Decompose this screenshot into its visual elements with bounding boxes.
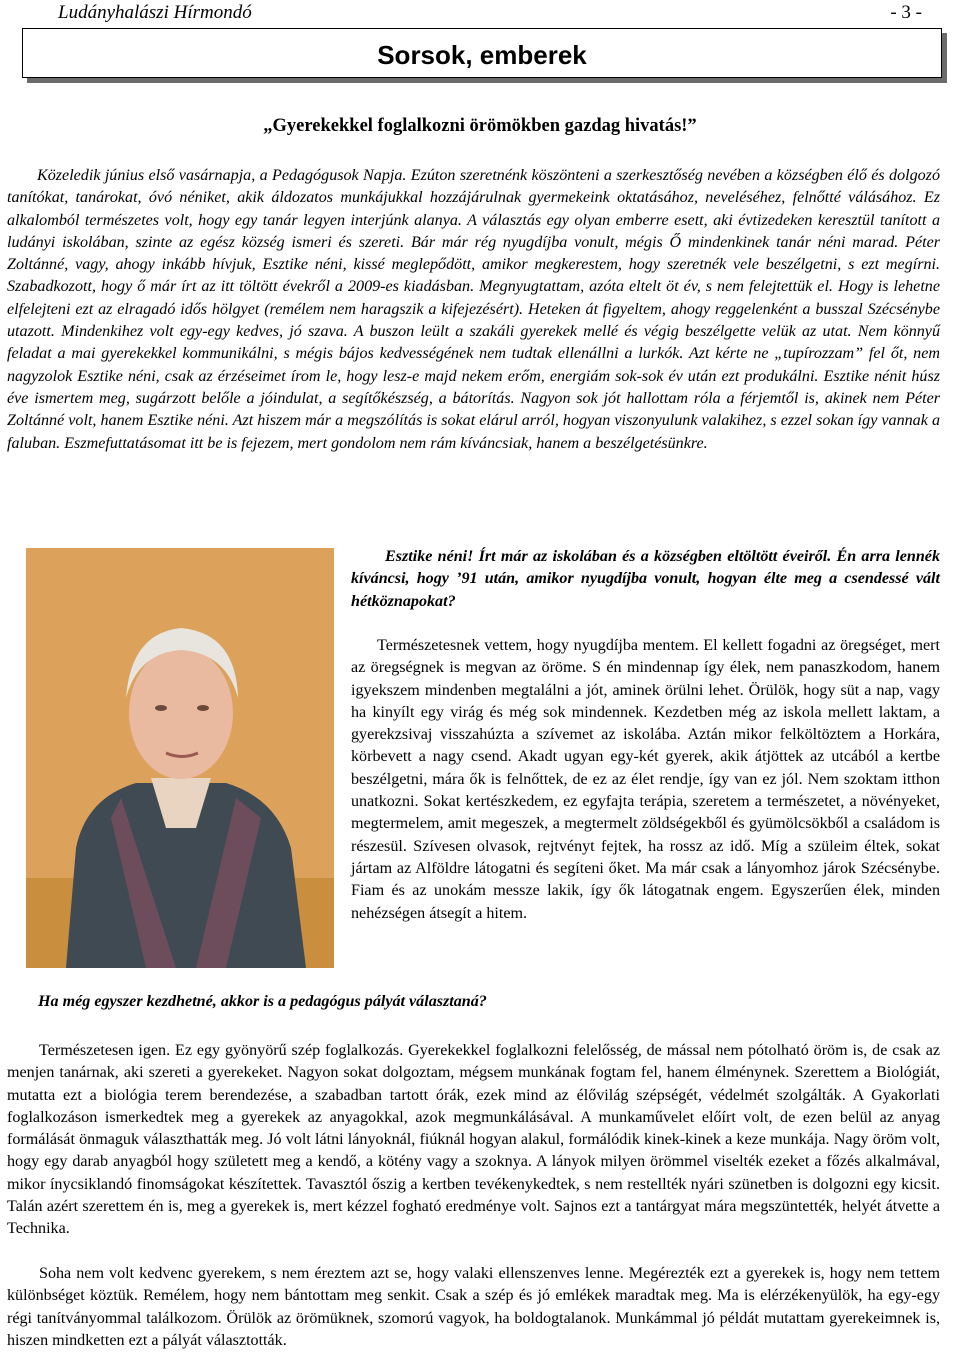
interview-answer-3: Soha nem volt kedvenc gyerekem, s nem éreztem azt se, hogy valaki ellenszenves lenne. Megérezték ezt a gyerekek is, hogy nem tettem különbséget köztük. Remélem, hogy nem bántottam meg senkit. Csak a szép és jó emlékek maradtak meg. Ma is elérzékenyülök, ha egy-egy régi tanítványommal találkozom. Örülök az örömüknek, szomorú vagyok, ha boldogtalanok. Munkámmal jó példát mutattam gyerekeimnek is, hiszen mindketten ezt a pályát választották. xyxy=(7,1265,940,1349)
section-banner xyxy=(22,28,942,78)
page-header xyxy=(16,2,944,24)
article-intro: Közeledik június első vasárnapja, a Pedagógusok Napja. Ezúton szeretnénk köszönteni a szerkesztőség nevében a községben élő és dolgozó tanítókat, tanárokat, óvó néniket, akik áldozatos munkájukkal hozzájárulnak gyermekeink oktatásához, neveléséhez, felnőtté válásához. Ez alkalomból természetes volt, hogy egy tanár legyen interjúnk alanya. A választás egy olyan emberre esett, aki évtizedeken keresztül tanított a ludányi iskolában, szinte az egész község ismeri és szereti. Bár már rég nyugdíjba vonult, mégis Ő mindenkinek tanár néni marad. Péter Zoltánné, vagy, ahogy inkább hívjuk, Esztike néni, kissé meglepődött, amikor megkerestem, hogy szeretnék vele beszélgetni, s ezt megírni. Szabadkozott, hogy ő már írt az itt töltött évekről a 2009-es kiadásban. Megnyugtattam, azóta eltelt öt év, s nem felejtettük el. Hogy is lehetne elfelejteni ezt az elragadó idős hölgyet (remélem nem haragszik a kifejezésért). Heteken át figyeltem, ahogy reggelenként a busszal Szécsénybe utazott. Mindenkihez volt egy-egy kedves, jó szava. A buszon leült a szakáli gyerekek mellé és végig beszélgette velük az utat. Nem könnyű feladat a mai gyerekekkel kommunikálni, s mégis bájos kedvességének nem tudtak ellenállni a lurkók. Azt kérte ne „tupírozzam” fel őt, nem nagyzolok Esztike néni, csak az érzéseimet írom le, hogy lesz-e majd nekem erőm, energiám sok-sok év után ezt produkálni. Esztike nénit húsz éve ismertem meg, sugárzott belőle a jóindulat, a segítőkészség, a bátorítás. Nagyon sok jót hallottam róla a férjemtől is, akinek nem Péter Zoltánné volt, hanem Esztike néni. Azt hiszem már a megszólítás is sokat elárul arról, hogyan viszonyulunk valakihez, s ezzel sokan így vannak a faluban. Eszmefuttatásomat itt be is fejezem, mert gondolom nem rám kíváncsiak, hanem a beszélgetésünkre. xyxy=(7,167,940,452)
publication-name: Ludányhalászi Hírmondó xyxy=(58,2,252,23)
section-title: Sorsok, emberek xyxy=(377,40,587,70)
portrait-photo xyxy=(26,548,334,968)
interview-question-2: Ha még egyszer kezdhetné, akkor is a pedagógus pályát választaná? xyxy=(38,993,487,1010)
article-title: „Gyerekekkel foglalkozni örömökben gazdag hivatás!” xyxy=(263,116,697,136)
interview-question-1: Esztike néni! Írt már az iskolában és a községben eltöltött éveiről. Én arra lennék kíváncsi, hogy ’91 után, amikor nyugdíjba vonult, hogyan élte meg a csendessé vált hétköznapokat? xyxy=(351,548,940,610)
page-number: - 3 - xyxy=(890,2,922,23)
portrait-illustration xyxy=(26,548,334,968)
interview-answer-1: Természetesnek vettem, hogy nyugdíjba mentem. El kellett fogadni az öregséget, mert az öregségnek is megvan az öröme. S én mindennap így élek, nem panaszkodom, hanem igyekszem mindenben megtalálni a jót, aminek örülni lehet. Örülök, hogy süt a nap, vagy ha kinyílt egy virág és még sok mindennek. Kezdetben még az iskola mellett laktam, a gyerekzsivaj visszahúzta a szívemet az iskolába. Aztán mikor felköltöztem a Horkára, körbevett a nagy csend. Akadt ugyan egy-két gyerek, akik átjöttek az utcából a kertbe beszélgetni, mára ők is felnőttek, de ez az élet rendje, így van ez jól. Nem szoktam itthon unatkozni. Sokat kertészkedem, ez egyfajta terápia, szeretem a természetet, a növényeket, megtermelem, amit megeszek, a megtermelt zöldségekből és gyümölcsökből a családom is részesül. Szívesen olvasok, rejtvényt fejtek, ha rossz az idő. Míg a szüleim éltek, sokat jártam az Alföldre látogatni és segíteni őket. Ma már csak a lányomhoz járok Szécsénybe. Fiam és az unokám messze lakik, így ők látogatnak engem. Egyszerűen élek, minden nehézségen átsegít a hitem. xyxy=(351,637,940,922)
interview-answer-2: Természetesen igen. Ez egy gyönyörű szép foglalkozás. Gyerekekkel foglalkozni felelősség, de mással nem pótolható öröm is, de csak az menjen tanárnak, aki szereti a gyerekeket. Nagyon sokat dolgoztam, mégsem munkának fogtam fel, hanem élménynek. Szerettem a Biológiát, mutatta ezt a biológia terem berendezése, a szabadban tartott órák, ezek mind az élővilág szépségét, védelmét szolgálták. A Gyakorlati foglalkozáson ismerkedtek meg a gyerekek az anyagokkal, azok megmunkálásával. A munkaművelet előírt volt, de ezen belül az anyag formálását önmaguk választhatták meg. Jó volt látni lányoknál, fiúknál hogyan alakul, formálódik kinek-kinek a keze munkája. Nagy öröm volt, hogy egy darab anyagból hogy született meg a kendő, a kötény vagy a szoknya. A lányok milyen örömmel viselték ezeket a főzés alkalmával, mikor ínycsiklandó finomságokat készítettek. Tavasztól őszig a kertben tevékenykedtek, s nem restellték nyári szünetben is dolgozni egy kicsit. Talán azért szerettem én is, meg a gyerekek is, mert kézzel fogható eredménye volt. Sajnos ezt a tantárgyat mára megszüntették, helyét átvette a Technika. xyxy=(7,1042,940,1238)
